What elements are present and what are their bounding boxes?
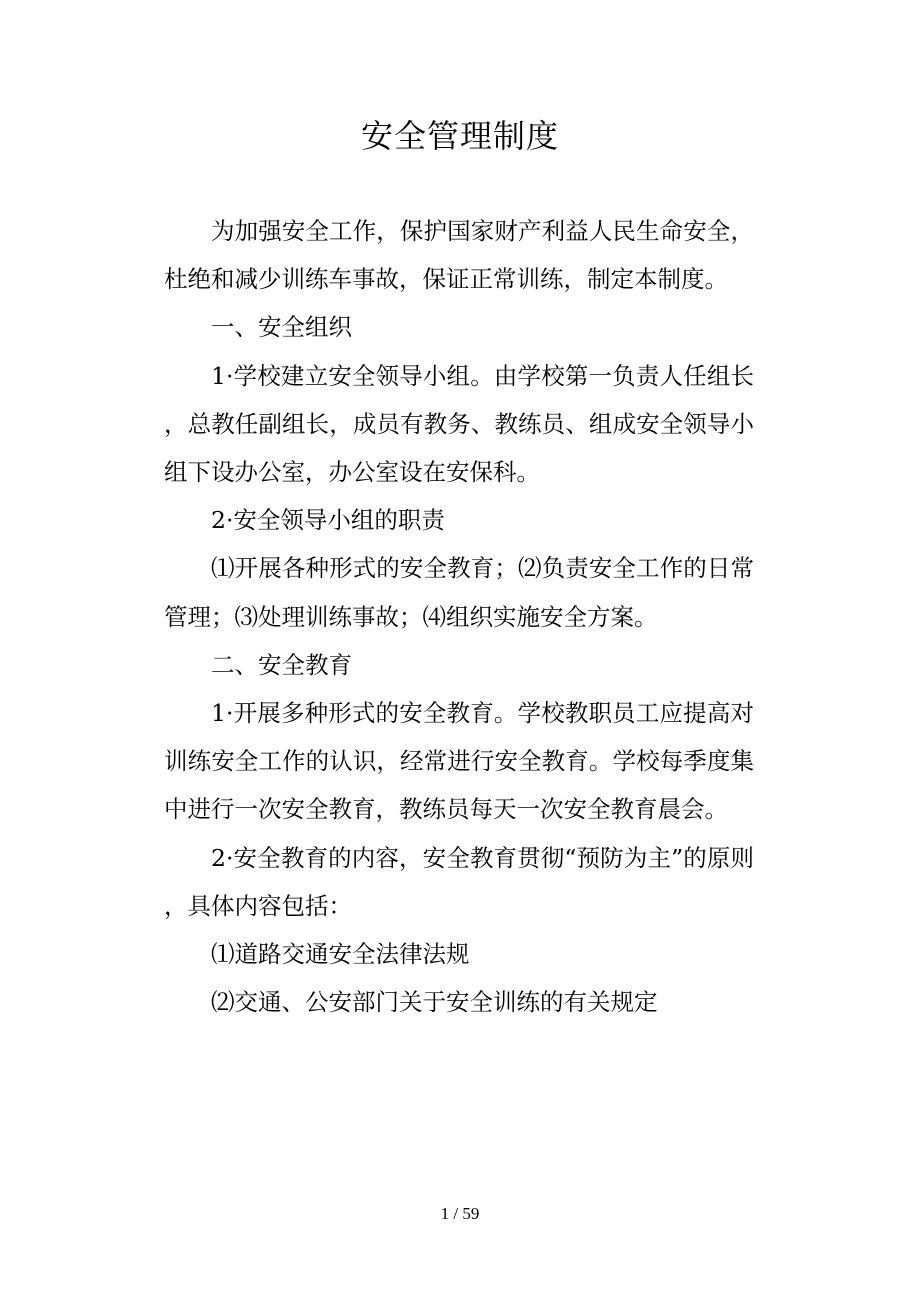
paragraph: 2·安全教育的内容，安全教育贯彻“预防为主”的原则，具体内容包括： [164, 843, 754, 920]
section-heading-2: 二、安全教育 [211, 650, 352, 679]
list-item: ⑵交通、公安部门关于安全训练的有关规定 [211, 988, 658, 1017]
document-title: 安全管理制度 [360, 117, 559, 155]
paragraph: ⑴开展各种形式的安全教育；⑵负责安全工作的日常管理；⑶处理训练事故；⑷组织实施安全方案。 [164, 554, 754, 631]
paragraph: 1·学校建立安全领导小组。由学校第一负责人任组长，总教任副组长，成员有教务、教练员、组成安全领导小组下设办公室，办公室设在安保科。 [164, 361, 754, 487]
section-heading-1: 一、安全组织 [211, 313, 352, 342]
paragraph: 1·开展多种形式的安全教育。学校教职员工应提高对训练安全工作的认识，经常进行安全教育。学校每季度集中进行一次安全教育，教练员每天一次安全教育晨会。 [164, 699, 754, 824]
document-body [164, 207, 754, 1026]
page-number: 1 / 59 [440, 1204, 480, 1223]
paragraph: 2·安全领导小组的职责 [211, 506, 445, 535]
list-item: ⑴道路交通安全法律法规 [211, 940, 470, 969]
paragraph-intro: 为加强安全工作，保护国家财产利益人民生命安全，杜绝和减少训练车事故，保证正常训练，制定本制度。 [164, 217, 754, 294]
